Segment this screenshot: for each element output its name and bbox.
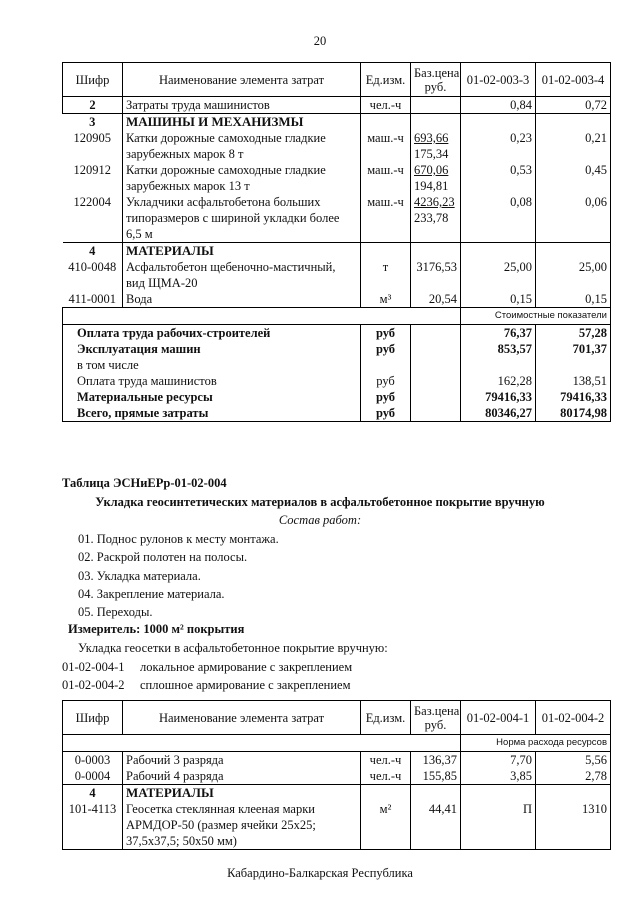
header-unit: Ед.изм. — [361, 63, 411, 97]
table-row: 4 МАТЕРИАЛЫ — [63, 785, 611, 802]
header-name: Наименование элемента затрат — [123, 63, 361, 97]
work-item: 05. Переходы. — [78, 605, 153, 619]
cost-caption-row — [63, 308, 611, 325]
table2-header: Шифр Наименование элемента затрат Ед.изм. Баз.цена руб. 01-02-004-1 01-02-004-2 — [63, 701, 611, 735]
cost-table-1 — [62, 62, 611, 422]
header-price: Баз.цена руб. — [411, 63, 461, 97]
table-row: 101-4113 Геосетка стеклянная клееная марки АРМДОР-50 (размер ячейки 25х25; 37,5х37,5; 50х50 мм) м² 44,41 П 1310 — [63, 801, 611, 850]
resource-table-2 — [62, 700, 611, 850]
table-row: 2 Затраты труда машинистов чел.-ч 0,84 0,72 — [63, 97, 611, 114]
table-row: 410-0048 Асфальтобетон щебеночно-мастичный, вид ЩМА-20 т 3176,53 25,00 25,00 — [63, 259, 611, 291]
work-item: 01. Поднос рулонов к месту монтажа. — [78, 532, 279, 546]
table-row: 120912 Катки дорожные самоходные гладкие зарубежных марок 13 т маш.-ч 670,06 194,81 0,53 0,45 — [63, 162, 611, 194]
meter: Измеритель: 1000 м² покрытия — [68, 622, 245, 636]
norm-caption-row — [63, 735, 611, 752]
header-code: Шифр — [63, 63, 123, 97]
table-row: 122004 Укладчики асфальтобетона больших типоразмеров с шириной укладки более 6,5 м маш.-ч 4236,23 233,78 0,08 0,06 — [63, 194, 611, 243]
header-col1: 01-02-003-3 — [461, 63, 536, 97]
table1-header — [63, 63, 611, 97]
work-item: 04. Закрепление материала. — [78, 587, 225, 601]
table-row: 4 МАТЕРИАЛЫ — [63, 243, 611, 260]
variant-code: 01-02-004-1 — [62, 660, 125, 674]
table-row: 0-0003 Рабочий 3 разряда чел.-ч 136,37 7,70 5,56 — [63, 752, 611, 769]
table-subtitle: Укладка геосинтетических материалов в асфальтобетонное покрытие вручную — [95, 495, 545, 509]
cost-row: Оплата труда рабочих-строителей руб 76,37 57,28 — [63, 325, 611, 342]
table-row: 0-0004 Рабочий 4 разряда чел.-ч 155,85 3,85 2,78 — [63, 768, 611, 785]
cost-row: Оплата труда машинистов руб 162,28 138,51 — [63, 373, 611, 389]
works-title: Состав работ: — [278, 513, 362, 527]
table-row: 120905 Катки дорожные самоходные гладкие зарубежных марок 8 т маш.-ч 693,66 175,34 0,23 0,21 — [63, 130, 611, 162]
variant-text: локальное армирование с закреплением — [140, 660, 353, 674]
work-item: 02. Раскрой полотен на полосы. — [78, 550, 248, 564]
variant-text: сплошное армирование с закреплением — [140, 678, 351, 692]
table-title: Таблица ЭСНиЕРр-01-02-004 — [62, 476, 227, 490]
header-col2: 01-02-003-4 — [536, 63, 611, 97]
table-row: 3 МАШИНЫ И МЕХАНИЗМЫ — [63, 114, 611, 131]
variant-code: 01-02-004-2 — [62, 678, 125, 692]
page-number: 20 — [313, 34, 327, 48]
intro-text: Укладка геосетки в асфальтобетонное покрытие вручную: — [78, 641, 388, 655]
cost-row: Эксплуатация машин руб 853,57 701,37 — [63, 341, 611, 357]
cost-row: Материальные ресурсы руб 79416,33 79416,33 — [63, 389, 611, 405]
table-row: 411-0001 Вода м³ 20,54 0,15 0,15 — [63, 291, 611, 308]
cost-row: в том числе — [63, 357, 611, 373]
norm-caption: Норма расхода ресурсов — [461, 735, 611, 752]
cost-row: Всего, прямые затраты руб 80346,27 80174,98 — [63, 405, 611, 422]
page-footer: Кабардино-Балкарская Республика — [227, 866, 413, 880]
work-item: 03. Укладка материала. — [78, 569, 201, 583]
cost-caption: Стоимостные показатели — [461, 308, 611, 325]
